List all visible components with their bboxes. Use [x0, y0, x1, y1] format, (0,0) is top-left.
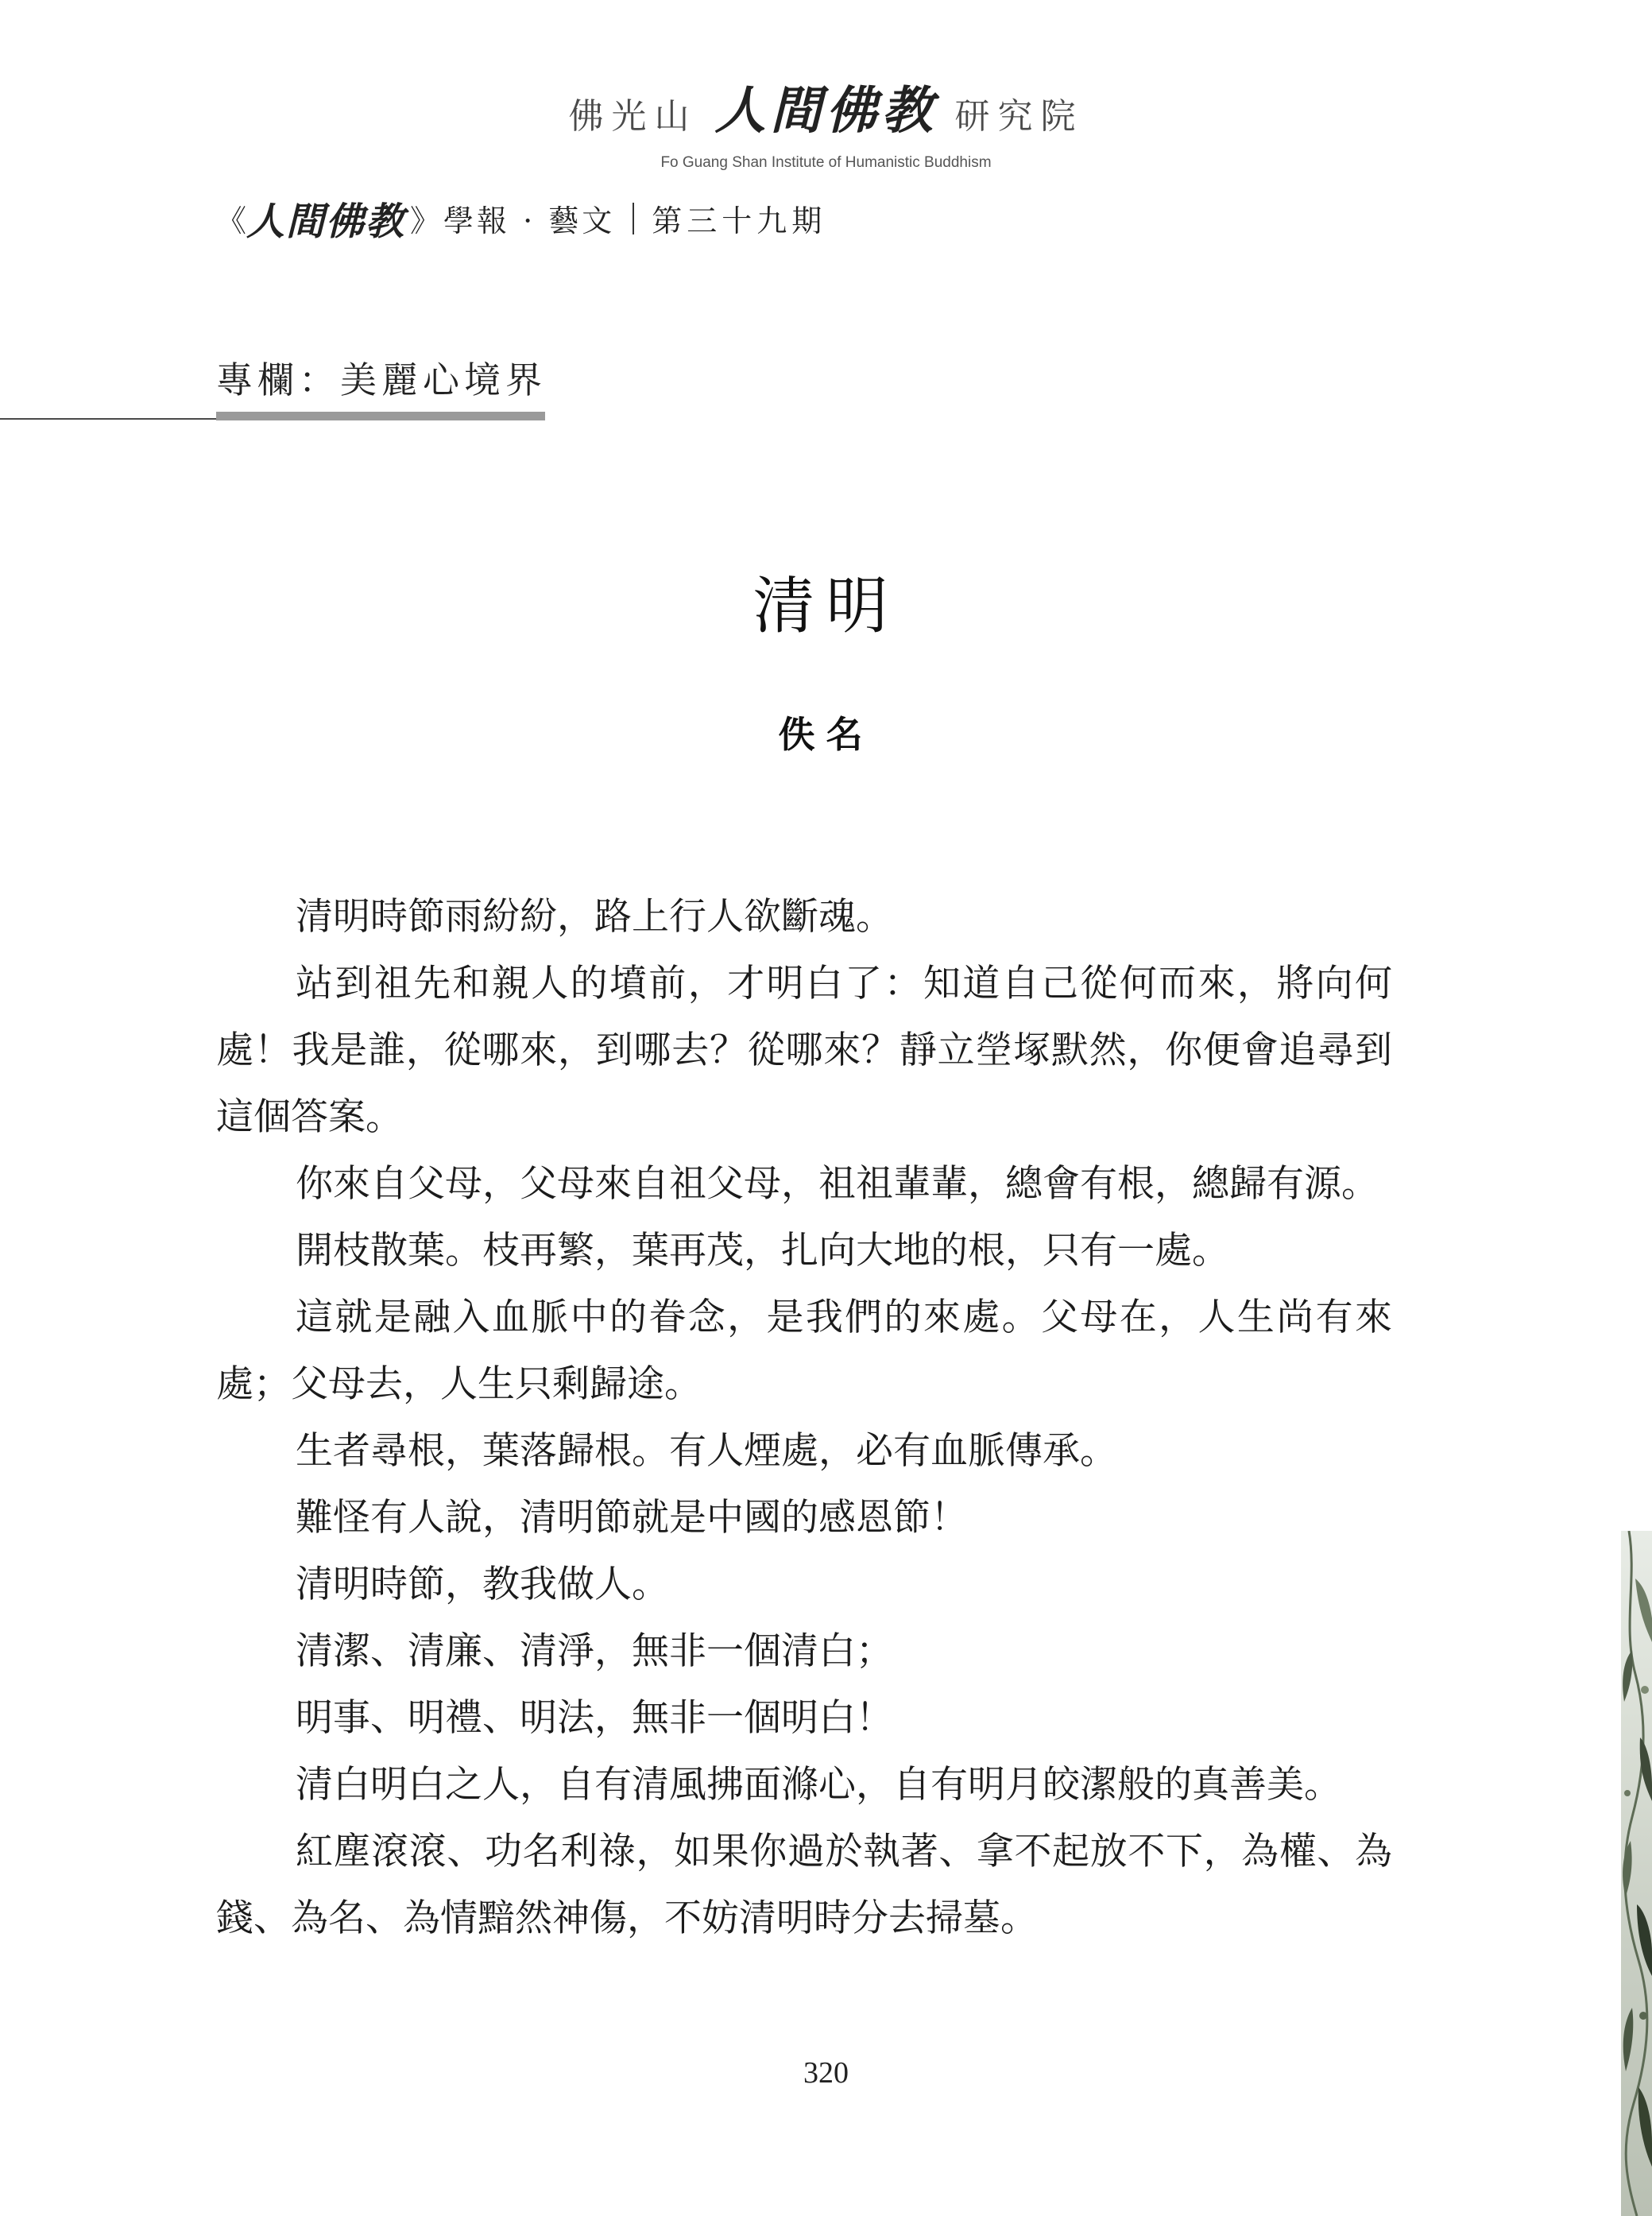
- body-paragraph: 紅塵滾滾、功名利祿，如果你過於執著、拿不起放不下，為權、為錢、為名、為情黯然神傷，不妨清明時分去掃墓。: [216, 1830, 1392, 1940]
- institute-header: [0, 70, 1652, 172]
- journal-section: 》學報 · 藝文: [410, 203, 616, 238]
- article-title: 清明: [752, 571, 900, 642]
- article-author: 佚名: [778, 713, 874, 756]
- body-paragraph: 清明時節雨紛紛，路上行人欲斷魂。: [296, 895, 893, 939]
- journal-running-head: [216, 191, 826, 246]
- body-paragraph: 站到祖先和親人的墳前，才明白了：知道自己從何而來，將向何處！我是誰，從哪來，到哪去？從哪來？靜立塋塚默然，你便會追尋到這個答案。: [216, 962, 1392, 1139]
- journal-open-bracket: 《: [216, 203, 247, 238]
- institute-prefix: 佛光山: [568, 96, 698, 137]
- body-paragraph: 這就是融入血脈中的眷念，是我們的來處。父母在，人生尚有來處；父母去，人生只剩歸途。: [216, 1296, 1392, 1406]
- body-paragraph: 開枝散葉。枝再繁，葉再茂，扎向大地的根，只有一處。: [296, 1229, 1229, 1273]
- institute-brand-logo: 人間佛教: [714, 81, 938, 141]
- institute-name: [569, 70, 1084, 143]
- institute-english-name: Fo Guang Shan Institute of Humanistic Buddhism: [660, 154, 992, 171]
- body-paragraph: 清潔、清廉、清淨，無非一個清白；: [296, 1629, 893, 1673]
- body-paragraph: 清明時節，教我做人。: [296, 1563, 669, 1606]
- foliage-illustration-icon: [1621, 1531, 1652, 2216]
- institute-suffix: 研究院: [954, 96, 1084, 137]
- journal-divider: [633, 203, 634, 234]
- body-paragraph: 明事、明禮、明法，無非一個明白！: [296, 1696, 893, 1740]
- body-paragraph: 你來自父母，父母來自祖父母，祖祖輩輩，總會有根，總歸有源。: [296, 1162, 1379, 1206]
- article-body: [216, 884, 1392, 1952]
- column-title: 專欄：美麗心境界: [216, 358, 547, 401]
- body-paragraph: 生者尋根，葉落歸根。有人煙處，必有血脈傳承。: [296, 1429, 1117, 1473]
- body-paragraph: 難怪有人說，清明節就是中國的感恩節！: [296, 1496, 968, 1540]
- page-number: 320: [803, 2056, 849, 2090]
- decorative-painting-strip: [1621, 1531, 1652, 2216]
- body-paragraph: 清白明白之人，自有清風拂面滌心，自有明月皎潔般的真善美。: [296, 1763, 1341, 1807]
- journal-issue: 第三十九期: [652, 203, 827, 238]
- column-rule-thick: [216, 412, 545, 420]
- journal-brand: 人間佛教: [246, 200, 406, 244]
